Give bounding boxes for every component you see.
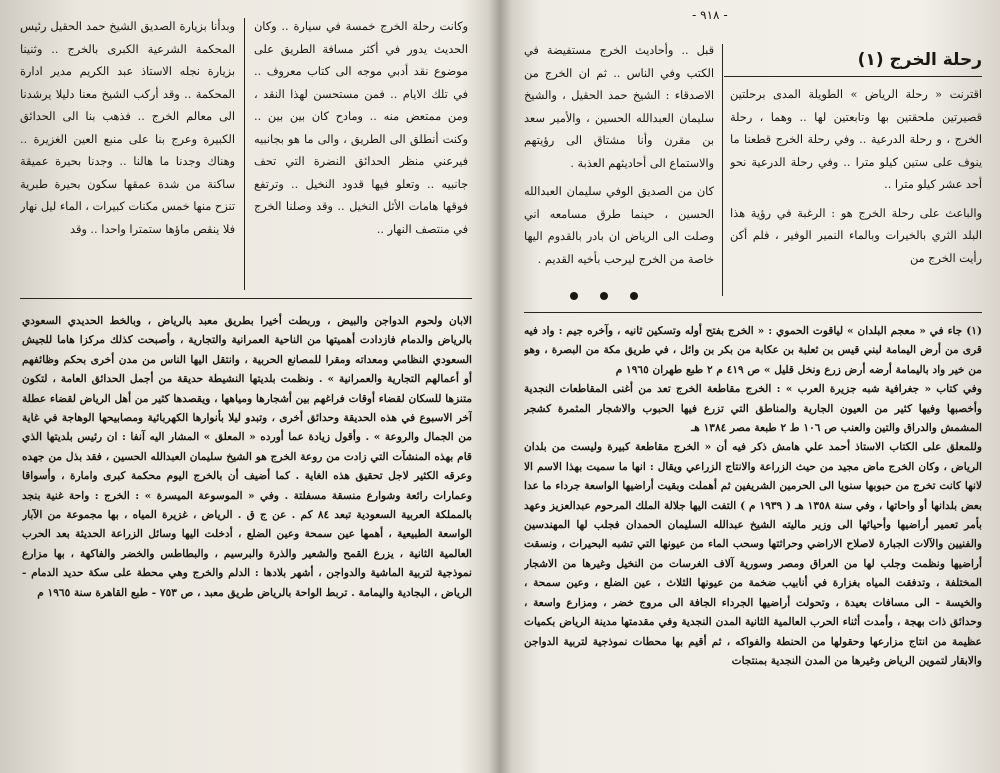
book-gutter [488,0,512,773]
intro-column [730,84,982,296]
middle-column [524,40,714,280]
section-end-dots [570,292,638,300]
middle-paragraph-1: قبل .. وأحاديث الخرج مستفيضة في الكتب وفي الناس .. ثم ان الخرج من الاصدقاء : الشيخ حمد الحقيل ، والشيخ سليمان العبدالله الحسين ، والأمير سعد بن مقرن وأنا مشتاق الى رؤيتهم والاستماع الى أحاديثهم العذبة . [524,44,714,170]
right-page [510,0,1000,773]
intro-paragraph-2: والباعث على رحلة الخرج هو : الرغبة في رؤية هذا البلد الثري بالخيرات وبالماء النمير الوفير ، فلم أكن رأيت الخرج من [730,206,982,265]
right-page-footnotes [524,322,982,762]
middle-paragraph-2: كان من الصديق الوفي سليمان العبدالله الحسين ، حينما طرق مسامعه اني وصلت الى الرياض ان بادر بالقدوم اليها خاصة من الخرج ليرحب بأخيه القديم . [524,185,714,266]
footnote-rule [524,312,982,313]
chapter-title: رحلة الخرج (١) [857,50,982,70]
left-page [0,0,490,773]
intro-paragraph-1: اقترنت « رحلة الرياض » الطويلة المدى برحلتين قصيرتين ملحقتين بها وتابعتين لها .. وهما ، رحلة الخرج ، و رحلة الدرعية .. وفي رحلة الخرج قطعنا ما ينوف على ستين كيلو مترا .. وفي رحلة الدرعية نحو أحد عشر كيلو مترا .. [730,88,982,191]
column-divider [722,44,723,296]
ornament-dot [600,292,608,300]
footnote-3: وللمعلق على الكتاب الاستاذ أحمد علي هامش ذكر فيه أن « الخرج مقاطعة كبيرة وليست من بلدان الرياض ، وكان الخرج ماض مجيد من حيث الزراعة والانتاج الزراعي ويقال : انها ما سميت بهذا الاسم الا لانها كانت تخرج من حبوبها سنويا الى الحرمين الشريفين ثم أهملت وبقيت أراضيها الواسعة جرداء ما عدا بعض بلدانها أو واحاتها ، وفي سنة ١٣٥٨ هـ ( ١٩٣٩ م ) التفت اليها جلالة الملك المرحوم عبدالعزيز وعهد بأمر تعمير أراضيها وأحيائها الى وزير ماليته الشيخ عبدالله السليمان الحمدان فجلب لها المهندسين والفنيين والآلات الجبارة لاصلاح الاراضي وحراثتها وسحب الماء من عيونها التي تشبه البحيرات ، ونسقت أراضيها ونظمت وجلب لها من العراق ومصر وسورية آلاف الغرسات من النخيل وغيرها من الاشجار المختلفة ، وتدفقت المياه بغزارة في أنابيب ضخمة من عيونها الثلاث ، عين الضلع ، وعين سمحة ، والخيسة - الى مسافات بعيدة ، وتحولت أراضيها الجرداء الجافة الى مروج خضر ، ومزارع واسعة ، وحدائق ذات بهجة ، وأمدت أثناء الحرب العالمية الثانية المدن النجدية وفي مقدمتها مدينة الرياض بكميات عظيمة من انتاج مزارعها وحقولها من الحنطة والفواكه ، ثم أقيم بها محطات نموذجية لتربية الدواجن والابقار لتموين الرياض وغيرها من المدن النجدية بمنتجات [524,441,982,667]
footnote-2: وفي كتاب « جغرافية شبه جزيرة العرب » : الخرج مقاطعة الخرج تعد من أغنى المقاطعات النجدية وأخصبها وفيها كثير من العيون الجارية والمناطق التي تزرع فيها الحبوب والاشجار المثمرة كشجر المشمش والدراق والتين والعنب ص ١٠٦ ط ٢ طبعة مصر ١٣٨٤ هـ [524,383,982,435]
column-divider [244,18,245,290]
footnote-1: (١) جاء في « معجم البلدان » لياقوت الحموي : « الخرج بفتح أوله وتسكين ثانيه ، وآخره جيم : واد فيه قرى من أرض اليمامة لبني قيس بن ثعلبة بن عكابة من بكر بن وائل ، في طريق مكة من البصرة ، وهو من خير واد باليمامة أرضه أرض زرع ونخل قليل » ص ٤١٩ م ٢ طبع طهران ١٩٦٥ م [524,325,982,376]
title-underline [724,76,982,77]
ornament-dot [630,292,638,300]
footnote-continuation: الابان ولحوم الدواجن والبيض ، وربطت أخيرا بطريق معبد بالرياض ، وبالخط الحديدي السعودي بالرياض والدمام فازدادت أهميتها من الناحية العمرانية والتجارية ، وأصبحت كذلك مركزا هاما للجيش السعودي النظامي ومعداته ومقرا للمصانع الحربية ، وانتقل اليها الناس من مدن أخرى بحكم وظائفهم أو أعمالهم التجارية والعمرانية » . ونظمت بلديتها النشيطة حديقة من أجمل الحدائق العامة ، لتكون متنزها للسكان لقضاء أوقات فراغهم بين أشجارها ومياهها ، ويقصدها كثير من أهل الرياض لقضاء عطلة آخر الاسبوع في هذه الحديقة وحدائق أخرى ، وتبدو ليلا بأنوارها الكهربائية ومصابيحها الوهاجة في غاية من الجمال والروعة » . وأقول زيادة عما أورده « المعلق » المشار اليه آنفا : ان رئيس بلديتها الذي قام بهذه المنشآت التي زادت من روعة الخرج هو الشيخ سليمان العبدالله الحسين ، فقد بذل من جهده وعرقه الكثير لاجل تحقيق هذه الغاية . كما أضيف أن بالخرج اليوم محكمة كبرى وامارة ، وأسواقا وعمارات رائعة وشوارع منسقة مسفلتة . وفي « الموسوعة الميسرة » : الخرج : واحة غنية بنجد بالمملكة العربية السعودية تبعد ٨٤ كم . عن ج ق . الرياض ، غزيرة المياه ، بها مجموعة من الآبار الواسعة الطبيعية ، أهمها عين سمحة وعين الضلع ، أدخلت اليها وسائل الزراعة الحديثة بعد الحرب العالمية الثانية ، يزرع القمح والشعير والذرة والبرسيم ، والبطاطس والخضر والفاكهة ، بها مزارع نموذجية لتربية الماشية والدواجن ، أشهر بلادها : الدلم والخرج وهي محطة على سكة حديد الدمام - الرياض ، البجادية واليمامة . تربط الواحة بالرياض طريق معبد ، ص ٧٥٣ - طبع القاهرة سنة ١٩٦٥ م [22,315,472,599]
page-number: - ٩١٨ - [692,8,728,22]
ornament-dot [570,292,578,300]
left-page-column-right [254,16,468,288]
left-page-footnotes [22,312,472,752]
left-page-column-left [20,16,235,288]
right-column-text: وكانت رحلة الخرج خمسة في سيارة .. وكان الحديث يدور في أكثر مسافة الطريق على موضوع نقد أدبي موجه الى كتاب معروف .. في تلك الايام .. فمن مستحسن لهذا النقد ، ومن ممتعض منه .. ومادح كان بين بين .. وكنت أنطلق الى الطريق ، والى ما هو بجانبيه فيرعني منظر الحدائق النضرة التي تحف جانبيه .. وتعلو فيها قدود النخيل .. وترتفع فوقها هامات الأثل النخيل .. وقد وصلنا الخرج في منتصف النهار .. [254,20,468,236]
footnote-rule [20,298,472,299]
left-column-text: وبدأنا بزيارة الصديق الشيخ حمد الحقيل رئيس المحكمة الشرعية الكبرى بالخرج .. وثنينا بزيارة نجله الاستاذ عبد الكريم مدير ادارة المحكمة .. وقد أركب الشيخ معنا دليلا يرشدنا الى معالم الخرج .. فذهب بنا الى الحدائق الكبيرة وعرج بنا على منبع العين الغزيرة .. وهناك وجدنا ما هالنا .. وجدنا بحيرة عميقة ساكنة من شدة عمقها سكون بحيرة طبرية تنزح منها خمس مكنات كبيرات ، الماء ليل نهار فلا ينقص ماؤها ستمترا واحدا .. وقد [20,20,235,236]
